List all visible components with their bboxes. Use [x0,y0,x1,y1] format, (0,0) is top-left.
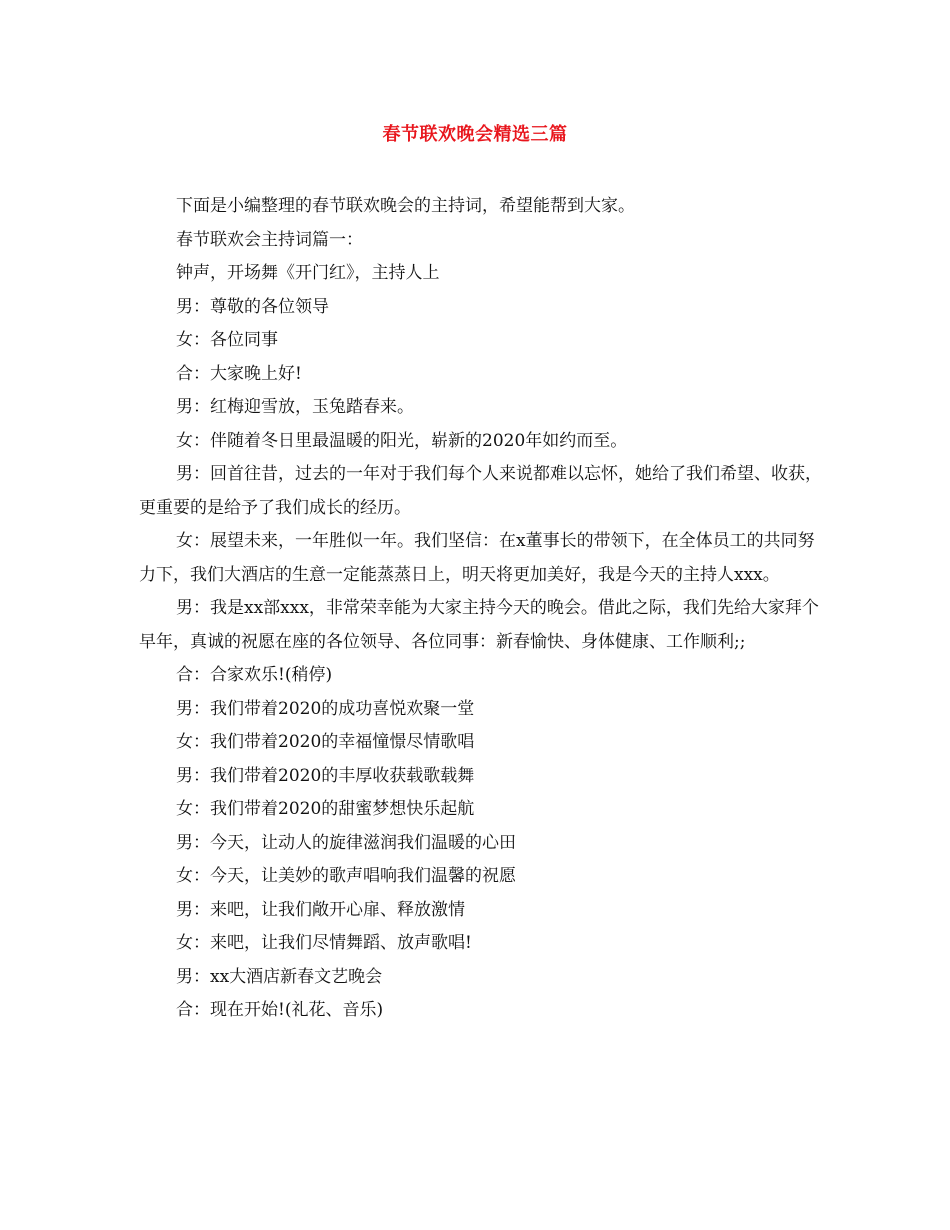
paragraph: 女：展望未来，一年胜似一年。我们坚信：在x董事长的带领下，在全体员工的共同努力下，我们大酒店的生意一定能蒸蒸日上，明天将更加美好，我是今天的主持人xxx。 [139,531,815,585]
paragraph: 合：大家晚上好! [176,363,302,384]
paragraph: 合：合家欢乐!(稍停) [176,665,333,685]
paragraph: 男：回首往昔，过去的一年对于我们每个人来说都难以忘怀，她给了我们希望、收获，更重要的是给予了我们成长的经历。 [139,464,822,518]
paragraph: 男：我是xx部xxx，非常荣幸能为大家主持今天的晚会。借此之际，我们先给大家拜个早年，真诚的祝愿在座的各位领导、各位同事：新春愉快、身体健康、工作顺利;; [139,598,819,652]
paragraph: 男：我们带着2020的成功喜悦欢聚一堂 [176,698,475,719]
document-body [139,190,829,1028]
paragraph: 男：今天，让动人的旋律滋润我们温暖的心田 [176,832,516,853]
paragraph: 女：来吧，让我们尽情舞蹈、放声歌唱! [176,933,472,953]
paragraph: 男：我们带着2020的丰厚收获载歌载舞 [176,765,475,786]
paragraph: 男：红梅迎雪放，玉兔踏春来。 [176,397,414,417]
paragraph: 钟声，开场舞《开门红》，主持人上 [176,263,440,283]
paragraph: 女：各位同事 [176,330,278,350]
paragraph: 男：xx大酒店新春文艺晚会 [176,966,383,987]
document-title: 春节联欢晚会精选三篇 [382,124,568,145]
paragraph: 下面是小编整理的春节联欢晚会的主持词，希望能帮到大家。 [176,196,635,216]
paragraph: 合：现在开始!(礼花、音乐) [176,1000,384,1020]
paragraph: 女：我们带着2020的甜蜜梦想快乐起航 [176,799,475,819]
paragraph: 男：来吧，让我们敞开心扉、释放激情 [176,899,465,920]
paragraph: 女：伴随着冬日里最温暖的阳光，崭新的2020年如约而至。 [176,430,628,451]
paragraph: 男：尊敬的各位领导 [176,296,329,317]
paragraph: 女：今天，让美妙的歌声唱响我们温馨的祝愿 [176,866,516,886]
paragraph: 春节联欢会主持词篇一： [176,229,363,250]
paragraph: 女：我们带着2020的幸福憧憬尽情歌唱 [176,732,475,752]
